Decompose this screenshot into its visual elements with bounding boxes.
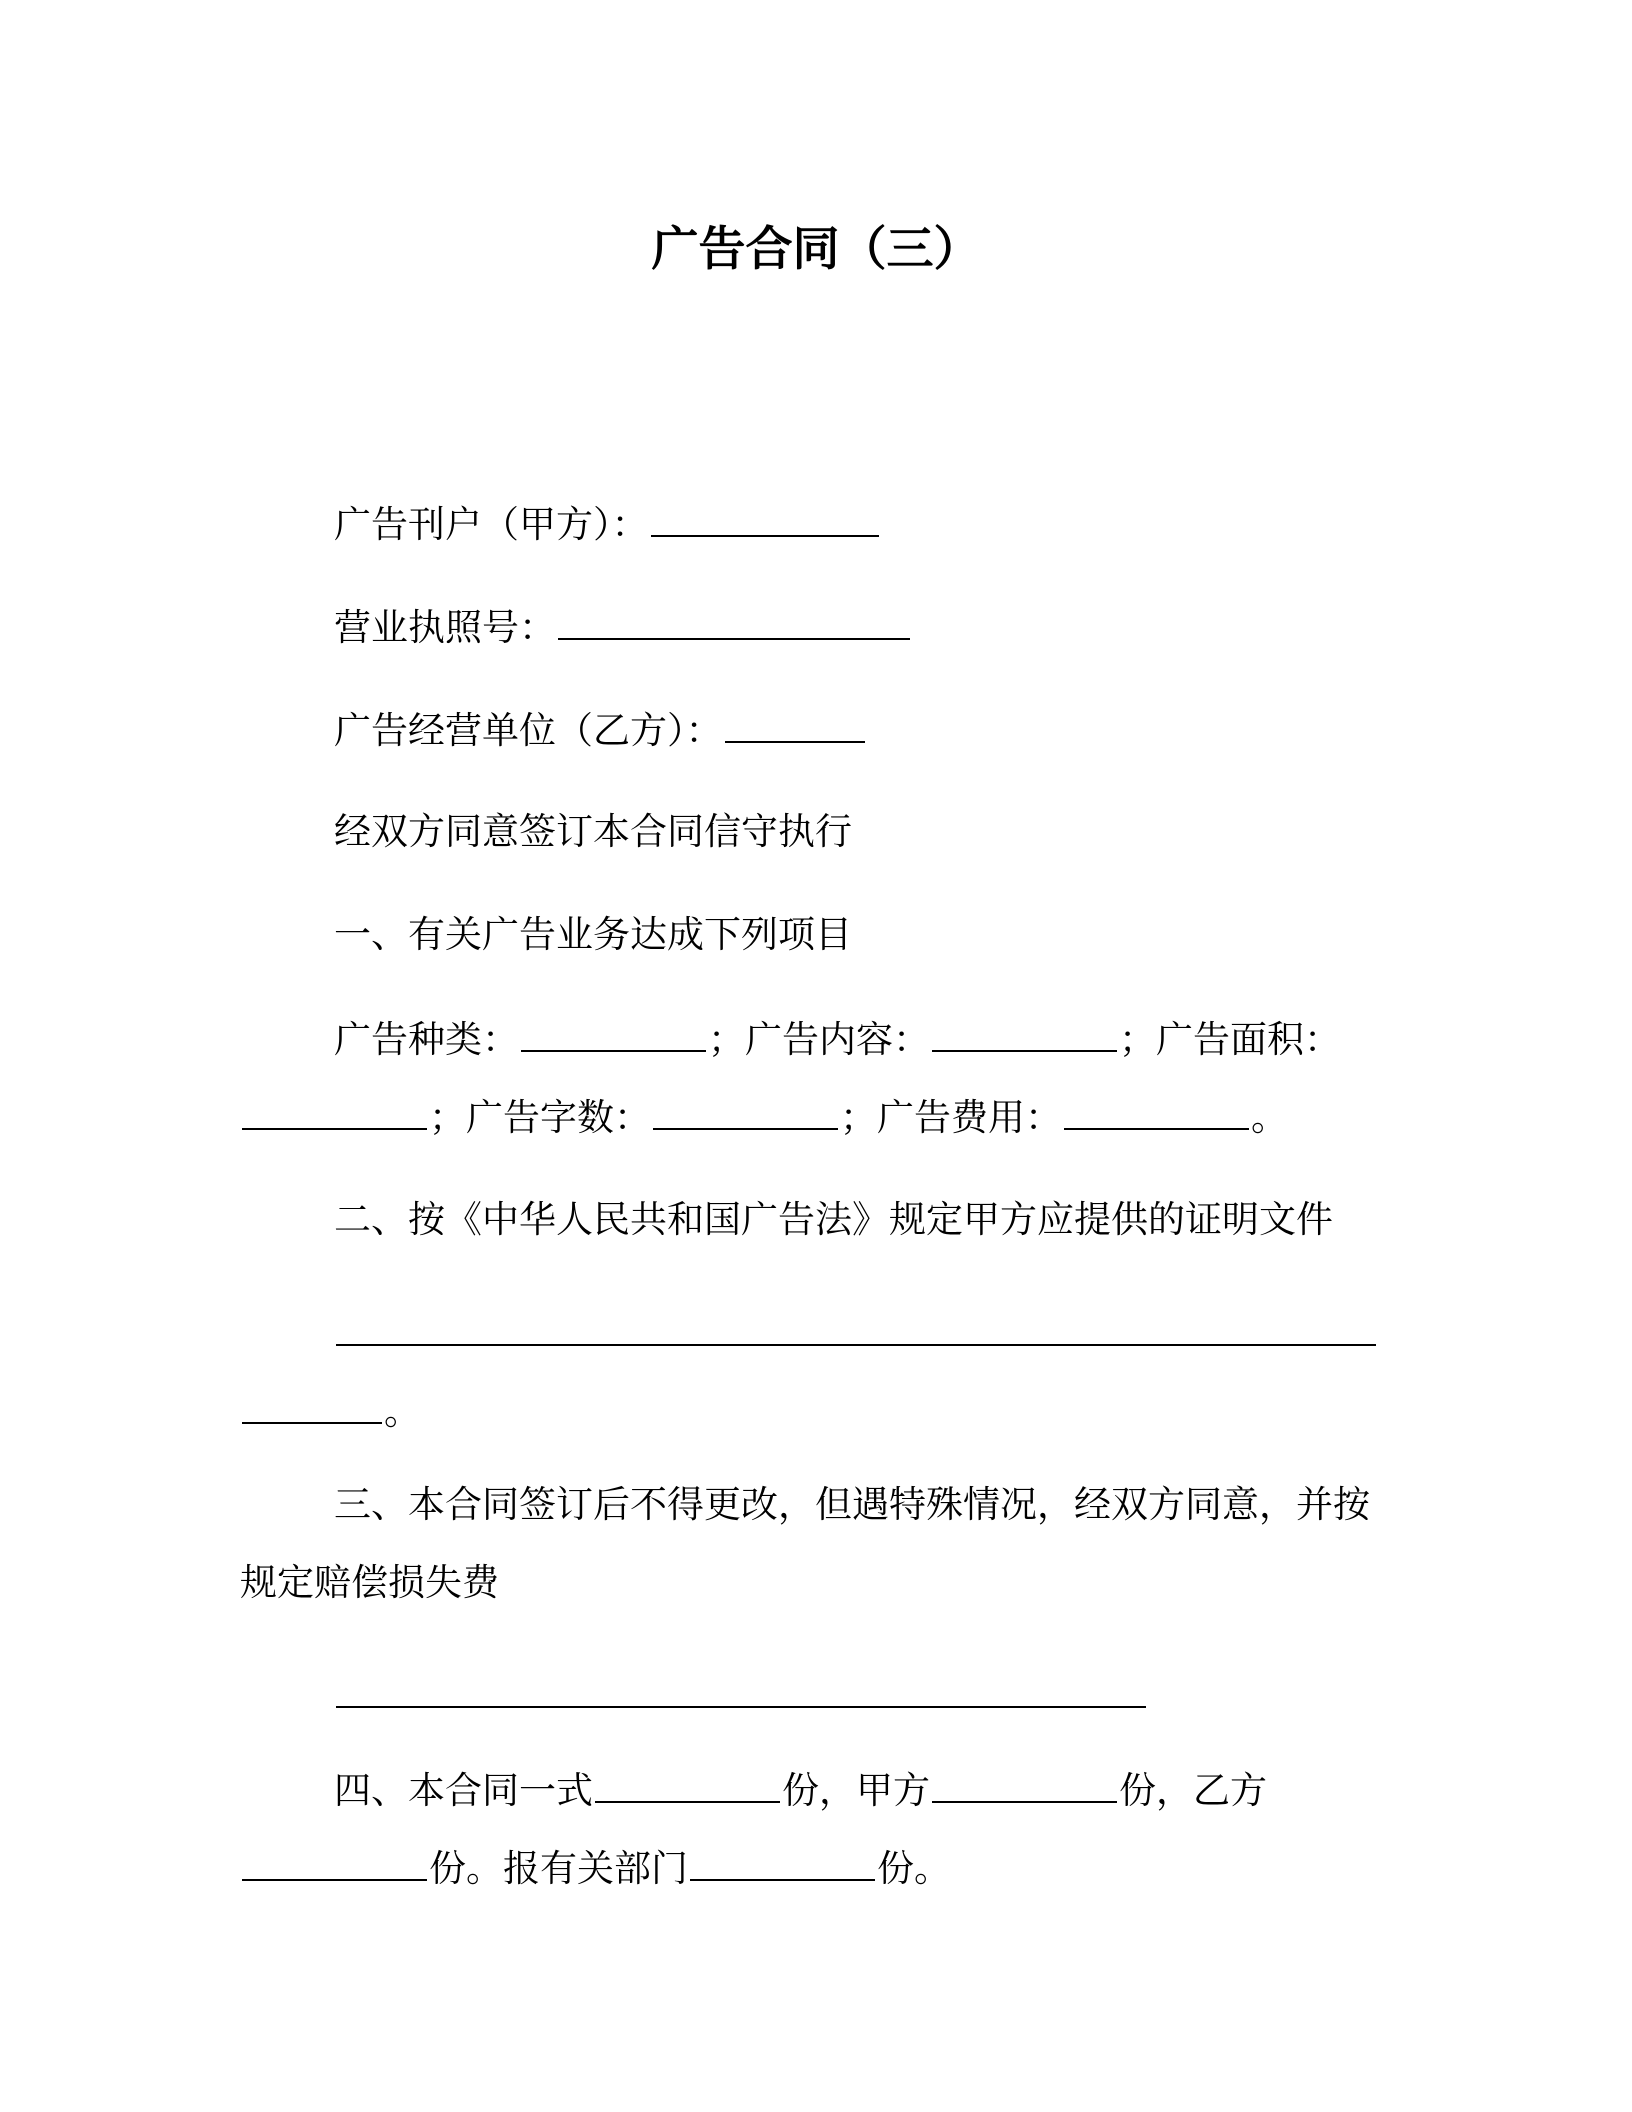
ad-type-blank — [521, 1012, 706, 1052]
item2-text: 二、按《中华人民共和国广告法》规定甲方应提供的证明文件 — [334, 1198, 1333, 1241]
ad-area-label: ；广告面积： — [1119, 1018, 1341, 1061]
party-a-label: 广告刊户（甲方）： — [334, 503, 649, 546]
item3-line-2 — [240, 1557, 499, 1609]
party-b-blank — [725, 703, 865, 743]
ad-words-label: ；广告字数： — [429, 1096, 651, 1139]
item3-text-a: 三、本合同签订后不得更改，但遇特殊情况，经双方同意，并按 — [334, 1483, 1370, 1526]
item2-heading — [334, 1194, 1333, 1246]
item4-text-c: 份，乙方 — [1119, 1769, 1267, 1812]
ad-content-blank — [932, 1012, 1117, 1052]
party-a-blank — [651, 497, 879, 537]
ad-fee-label: ；广告费用： — [840, 1096, 1062, 1139]
item4-line-2 — [240, 1841, 951, 1895]
ad-type-label: 广告种类： — [334, 1018, 519, 1061]
item4-text-d: 份。报有关部门 — [429, 1847, 688, 1890]
item4-text-e: 份。 — [877, 1847, 951, 1890]
copies-department-blank — [690, 1841, 875, 1881]
ad-details-line-2 — [240, 1090, 1288, 1144]
item4-text-b: 份，甲方 — [782, 1769, 930, 1812]
agreement-text: 经双方同意签订本合同信守执行 — [334, 810, 852, 853]
item4-line-1 — [334, 1763, 1267, 1817]
agreement-line — [334, 806, 852, 858]
license-blank — [558, 600, 910, 640]
ad-words-blank — [653, 1090, 838, 1130]
license-line — [334, 600, 912, 654]
copies-total-blank — [595, 1763, 780, 1803]
item2-blank-line-1 — [334, 1306, 1378, 1360]
license-label: 营业执照号： — [334, 606, 556, 649]
item2-blank-line-2 — [240, 1384, 421, 1438]
item3-text-b: 规定赔偿损失费 — [240, 1561, 499, 1604]
ad-fee-blank — [1064, 1090, 1249, 1130]
ad-area-blank — [242, 1090, 427, 1130]
party-b-line — [334, 703, 867, 757]
item3-blank-line — [334, 1668, 1148, 1722]
document-title: 广告合同（三） — [651, 222, 981, 277]
item1-text: 一、有关广告业务达成下列项目 — [334, 913, 852, 956]
item3-blank — [336, 1668, 1146, 1708]
ad-content-label: ；广告内容： — [708, 1018, 930, 1061]
ad-details-line-1 — [334, 1012, 1341, 1066]
item2-blank-2 — [242, 1384, 382, 1424]
copies-party-b-blank — [242, 1841, 427, 1881]
item2-end: 。 — [384, 1390, 421, 1433]
item4-text-a: 四、本合同一式 — [334, 1769, 593, 1812]
party-a-line — [334, 497, 881, 551]
party-b-label: 广告经营单位（乙方）： — [334, 709, 723, 752]
item3-line-1 — [334, 1479, 1370, 1531]
item2-blank-1 — [336, 1306, 1376, 1346]
copies-party-a-blank — [932, 1763, 1117, 1803]
item1-heading — [334, 909, 852, 961]
ad-details-end: 。 — [1251, 1096, 1288, 1139]
